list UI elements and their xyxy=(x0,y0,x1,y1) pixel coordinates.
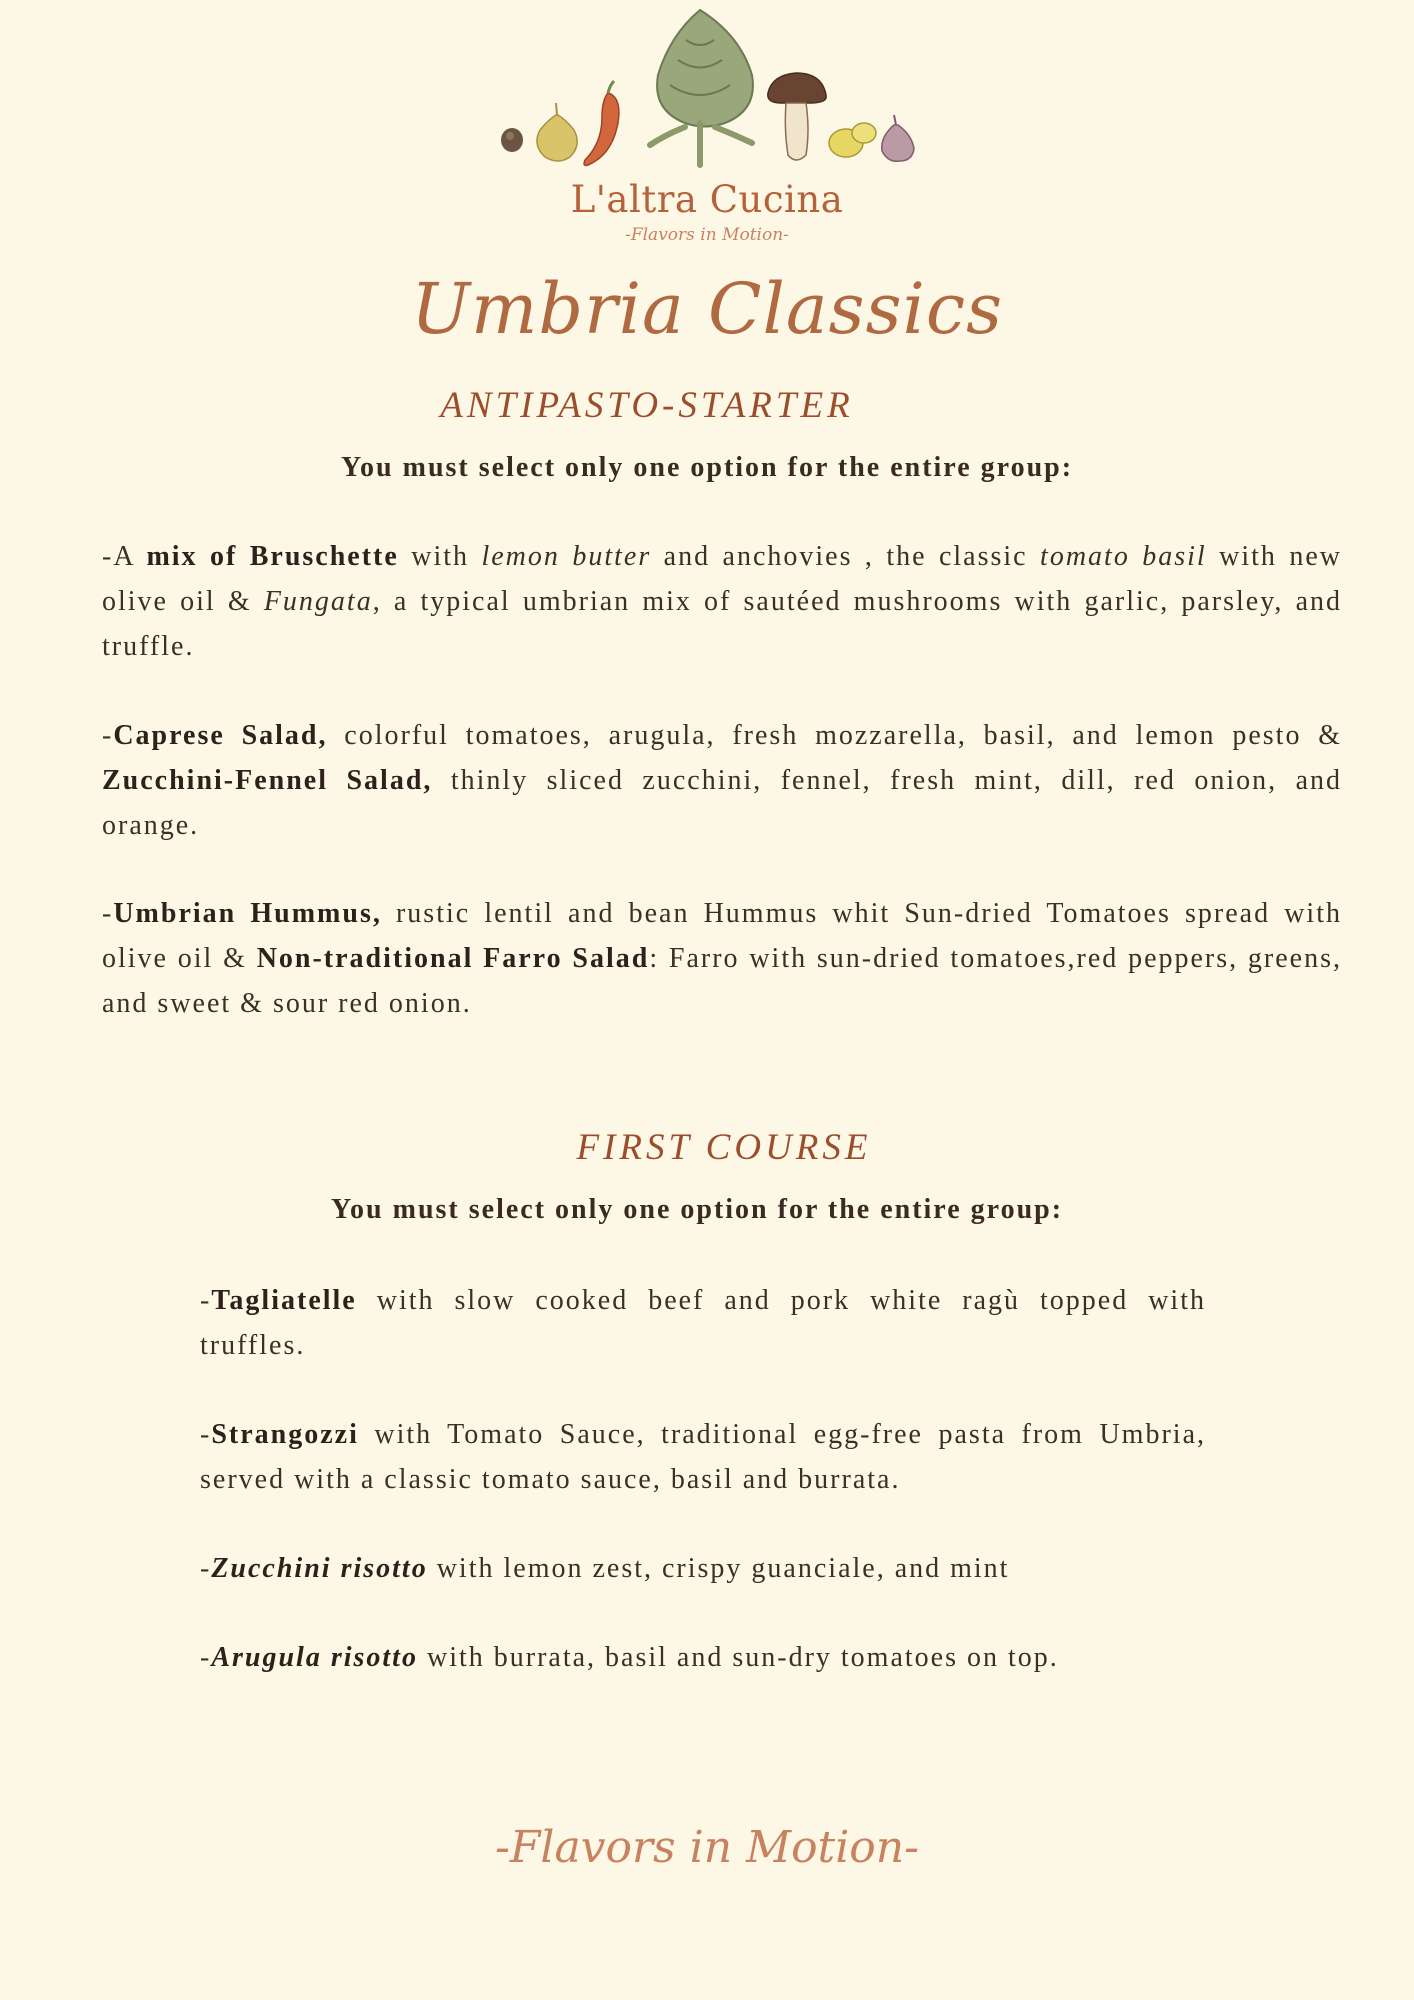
first-course-item-1: -Tagliatelle with slow cooked beef and pork white ragù topped with truffles. xyxy=(200,1285,1206,1361)
brand-name: L'altra Cucina xyxy=(570,178,844,221)
antipasto-heading: ANTIPASTO-STARTER xyxy=(440,385,854,426)
brand-tagline: -Flavors in Motion- xyxy=(625,225,789,245)
first-course-item-3: -Zucchini risotto with lemon zest, crispy guanciale, and mint xyxy=(200,1553,1010,1584)
first-course-item-2: -Strangozzi with Tomato Sauce, traditional egg-free pasta from Umbria, served with a classic tomato sauce, basil and burrata. xyxy=(200,1419,1206,1495)
chili-pepper-icon xyxy=(584,81,619,165)
lemon-icon xyxy=(829,123,876,157)
mushroom-icon xyxy=(768,73,826,160)
first-course-heading: FIRST COURSE xyxy=(576,1127,872,1168)
hazelnut-icon xyxy=(501,128,523,152)
onion-icon xyxy=(537,103,577,161)
antipasto-item-2: -Caprese Salad, colorful tomatoes, arugula, fresh mozzarella, basil, and lemon pesto & Zucchini-Fennel Salad, thinly sliced zucchini, fennel, fresh mint, dill, red onion, and orange. xyxy=(102,720,1343,841)
first-course-item-4: -Arugula risotto with burrata, basil and sun-dry tomatoes on top. xyxy=(200,1642,1059,1673)
antipasto-note: You must select only one option for the entire group: xyxy=(340,452,1074,483)
first-course-note: You must select only one option for the entire group: xyxy=(330,1194,1064,1225)
garlic-icon xyxy=(882,115,914,161)
antipasto-item-3: -Umbrian Hummus, rustic lentil and bean Hummus whit Sun-dried Tomatoes spread with olive oil & Non-traditional Farro Salad: Farro with sun-dried tomatoes,red peppers, greens, and sweet & sour red onion. xyxy=(102,898,1343,1019)
menu-title: Umbria Classics xyxy=(410,268,1004,350)
antipasto-item-1: -A mix of Bruschette with lemon butter and anchovies , the classic tomato basil with new olive oil & Fungata, a typical umbrian mix of sautéed mushrooms with garlic, parsley, and truffle. xyxy=(102,541,1343,662)
vegetables-illustration xyxy=(490,5,920,175)
artichoke-icon xyxy=(650,10,753,165)
footer-signature: -Flavors in Motion- xyxy=(494,1822,920,1873)
